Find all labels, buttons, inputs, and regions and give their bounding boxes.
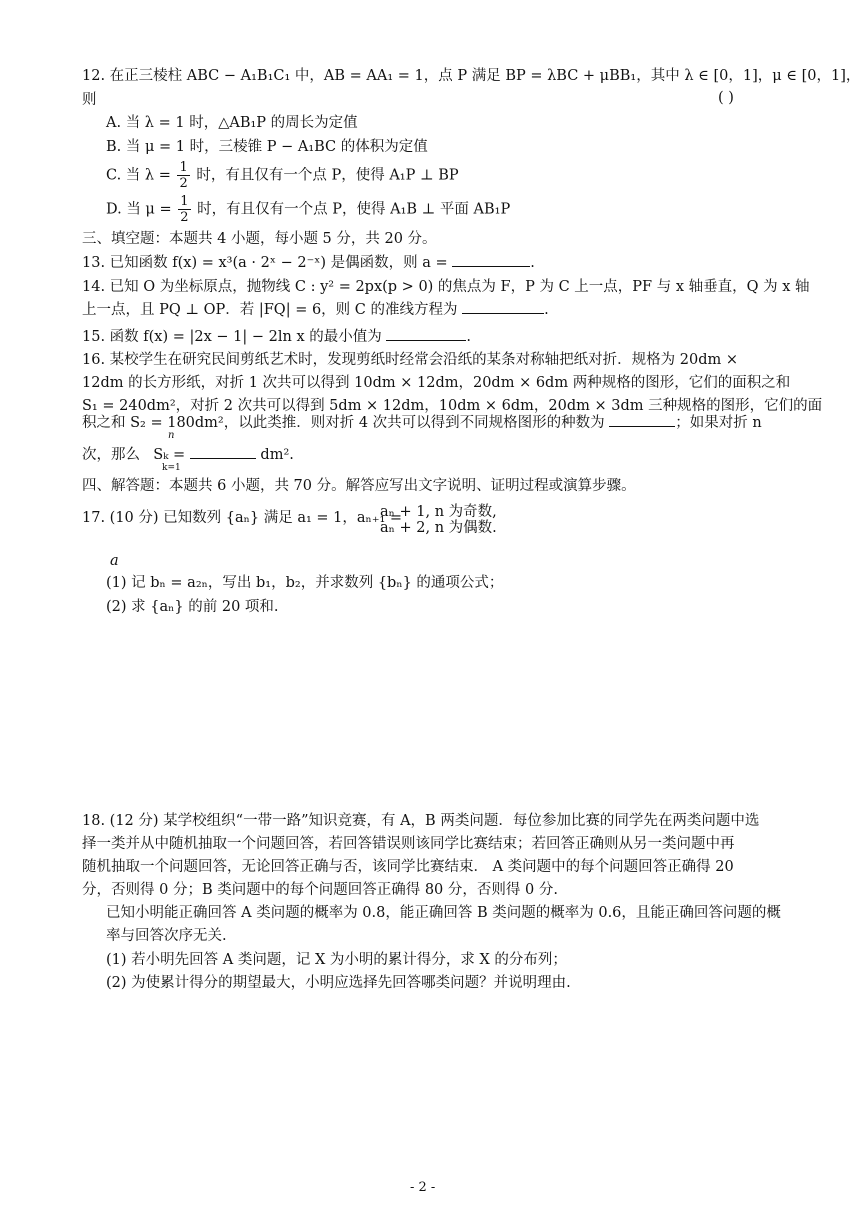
answer-blank (190, 444, 256, 459)
q18-line1: 18. (12 分) 某学校组织“一带一路”知识竞赛，有 A，B 两类问题．每位参加比赛的同学先在两类问题中选 (82, 813, 760, 829)
fraction-denominator: 2 (179, 176, 188, 191)
sigma-upper-limit: n (168, 430, 175, 441)
answer-blank (386, 326, 466, 341)
q13 (82, 252, 535, 273)
q16-line2: 12dm 的长方形纸，对折 1 次共可以得到 10dm × 12dm，20dm × 6dm 两种规格的图形，它们的面积之和 (82, 375, 791, 391)
answer-blank (609, 412, 675, 427)
q16-line5 (82, 443, 294, 464)
q14-end: . (544, 302, 549, 318)
sigma-lower-limit: k=1 (162, 463, 181, 473)
answer-blank (452, 252, 530, 267)
q16-line4-end: ；如果对折 n (675, 415, 762, 431)
q12-option-a: A. 当 λ = 1 时，△AB₁P 的周长为定值 (106, 115, 358, 131)
q15-end: . (466, 329, 471, 345)
q18-part-2: (2) 为使累计得分的期望最大，小明应选择先回答哪类问题？并说明理由. (106, 975, 571, 991)
q12-option-c (106, 160, 459, 191)
q12-option-d (106, 194, 510, 225)
q13-text: 13. 已知函数 f(x) = x³(a · 2ˣ − 2⁻ˣ) 是偶函数，则 a = (82, 255, 448, 271)
fraction-denominator: 2 (180, 210, 189, 225)
q18-line3: 随机抽取一个问题回答，无论回答正确与否，该同学比赛结束． A 类问题中的每个问题回答正确得 20 (82, 859, 734, 875)
q12-line2: 则 (82, 92, 97, 108)
q12-option-c-pre: C. 当 λ = (106, 167, 171, 184)
q12-option-d-post: 时，有且仅有一个点 P，使得 A₁B ⊥ 平面 AB₁P (197, 201, 511, 218)
q14-text: 上一点，且 PQ ⊥ OP．若 |FQ| = 6，则 C 的准线方程为 (82, 302, 458, 318)
answer-bracket: ( ) (718, 90, 734, 106)
page-number: - 2 - (410, 1180, 436, 1195)
q16-line4-text: 积之和 S₂ = 180dm²，以此类推．则对折 4 次共可以得到不同规格图形的种数为 (82, 415, 605, 431)
section-3-heading: 三、填空题：本题共 4 小题，每小题 5 分，共 20 分。 (82, 231, 437, 247)
stray-symbol-a: a (110, 553, 119, 569)
q16-line1: 16. 某校学生在研究民间剪纸艺术时，发现剪纸时经常会沿纸的某条对称轴把纸对折．规格为 20dm × (82, 352, 739, 368)
q15-text: 15. 函数 f(x) = |2x − 1| − 2ln x 的最小值为 (82, 329, 382, 345)
piecewise-case-even: aₙ + 2, n 为偶数. (380, 520, 497, 536)
fraction-numerator: 1 (180, 194, 189, 209)
q18-line4: 分，否则得 0 分；B 类问题中的每个问题回答正确得 80 分，否则得 0 分. (82, 882, 558, 898)
q15 (82, 326, 471, 347)
q18-part-1: (1) 若小明先回答 A 类问题，记 X 为小明的累计得分，求 X 的分布列； (106, 952, 567, 968)
q16-line3: S₁ = 240dm²，对折 2 次共可以得到 5dm × 12dm，10dm × 6dm，20dm × 3dm 三种规格的图形，它们的面 (82, 398, 823, 414)
q17-part-2: (2) 求 {aₙ} 的前 20 项和. (106, 599, 279, 615)
fraction-half (177, 160, 189, 191)
q17-part-1: (1) 记 bₙ = a₂ₙ，写出 b₁，b₂，并求数列 {bₙ} 的通项公式； (106, 575, 504, 591)
section-4-heading: 四、解答题：本题共 6 小题，共 70 分。解答应写出文字说明、证明过程或演算步骤。 (82, 478, 636, 494)
q16-line5-end: dm². (260, 447, 294, 463)
piecewise-case-odd: aₙ + 1, n 为奇数, (380, 504, 497, 520)
q16-sum-term: Sₖ = (153, 447, 186, 463)
q18-line2: 择一类并从中随机抽取一个问题回答，若回答错误则该同学比赛结束；若回答正确则从另一类问题中再 (82, 836, 735, 852)
q18-line6: 率与回答次序无关. (106, 928, 227, 944)
fraction-half (178, 194, 190, 225)
answer-blank (462, 299, 544, 314)
q18-line5: 已知小明能正确回答 A 类问题的概率为 0.8，能正确回答 B 类问题的概率为 0.6，且能正确回答问题的概 (106, 905, 781, 921)
q14-line1: 14. 已知 O 为坐标原点，抛物线 C : y² = 2px(p > 0) 的焦点为 F，P 为 C 上一点，PF 与 x 轴垂直，Q 为 x 轴 (82, 279, 810, 295)
q14-line2 (82, 299, 549, 320)
fraction-numerator: 1 (179, 160, 188, 175)
q12-option-c-post: 时，有且仅有一个点 P，使得 A₁P ⊥ BP (196, 167, 459, 184)
q12-option-b: B. 当 μ = 1 时，三棱锥 P − A₁BC 的体积为定值 (106, 139, 428, 155)
q16-line5-pre: 次，那么 (82, 447, 140, 463)
q12-line1: 12. 在正三棱柱 ABC − A₁B₁C₁ 中，AB = AA₁ = 1，点 P 满足 BP = λBC + μBB₁，其中 λ ∈ [0，1]，μ ∈ [0，1]， (82, 68, 860, 84)
q16-summation (82, 430, 482, 480)
q17-head: 17. (10 分) 已知数列 {aₙ} 满足 a₁ = 1，aₙ₊₁ = (82, 510, 403, 526)
q12-option-d-pre: D. 当 μ = (106, 201, 172, 218)
q13-end: . (530, 255, 535, 271)
